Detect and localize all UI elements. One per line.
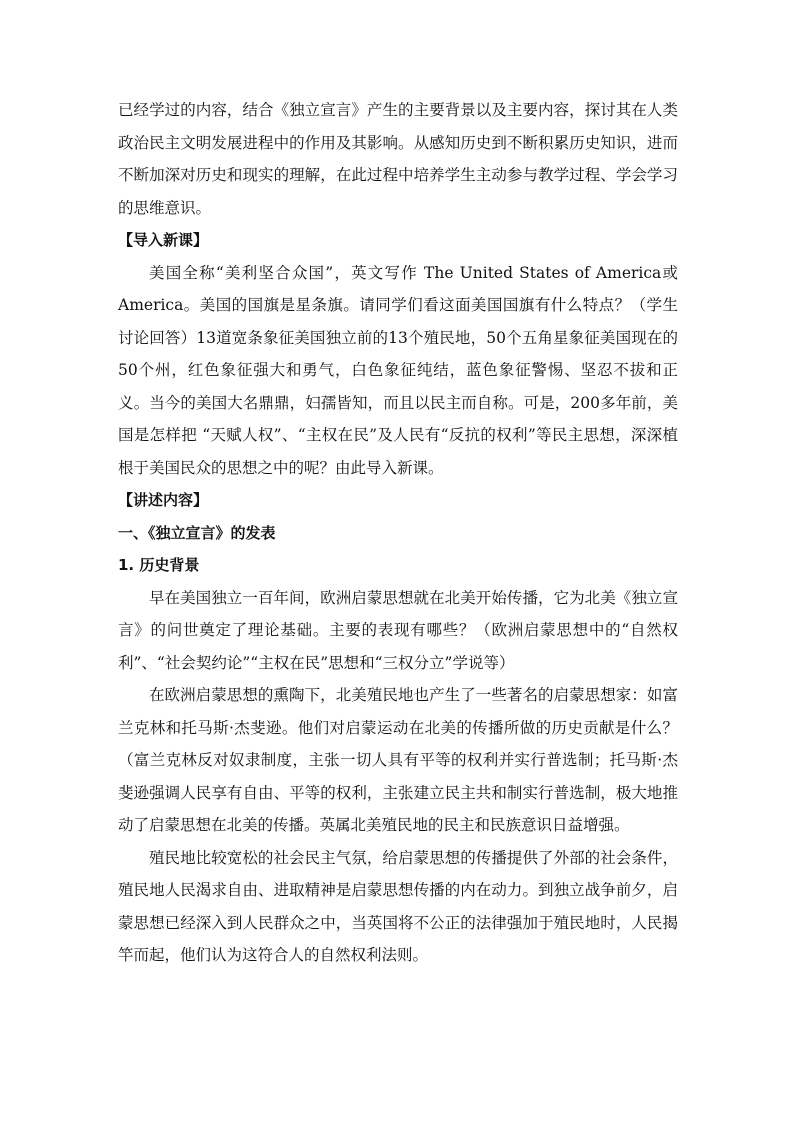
intro-paragraph: 已经学过的内容，结合《独立宣言》产生的主要背景以及主要内容，探讨其在人类政治民主文明发展进程中的作用及其影响。从感知历史到不断积累历史知识，进而不断加深对历史和现实的理解，在此过程中培养学生主动参与教学过程、学会学习的思维意识。: [118, 101, 678, 217]
background-paragraph-1: 早在美国独立一百年间，欧洲启蒙思想就在北美开始传播，它为北美《独立宣言》的问世奠定了理论基础。主要的表现有哪些？（欧洲启蒙思想中的“自然权利”、“社会契约论”“主权在民”思想和“三权分立”学说等）: [118, 588, 678, 672]
section-heading-intro: 【导入新课】: [118, 231, 209, 249]
subsection-heading-declaration: 一、《独立宣言》的发表: [118, 523, 276, 542]
document-body: [118, 94, 678, 972]
subsection-heading-background: 1. 历史背景: [118, 556, 200, 574]
background-paragraph-3: 殖民地比较宽松的社会民主气氛，给启蒙思想的传播提供了外部的社会条件，殖民地人民渴求自由、进取精神是启蒙思想传播的内在动力。到独立战争前夕，启蒙思想已经深入到人民群众之中，当英国将不公正的法律强加于殖民地时，人民揭竿而起，他们认为这符合人的自然权利法则。: [118, 848, 678, 964]
intro-lesson-paragraph: 美国全称“美利坚合众国”，英文写作 The United States of America或America。美国的国旗是星条旗。请同学们看这面美国国旗有什么特点？（学生讨论回答）13道宽条象征美国独立前的13个殖民地，50个五角星象征美国现在的50个州，红色象征强大和勇气，白色象征纯结，蓝色象征警惕、坚忍不拔和正义。当今的美国大名鼎鼎，妇孺皆知，而且以民主而自称。可是，200多年前，美国是怎样把 “天赋人权”、“主权在民”及人民有“反抗的权利”等民主思想，深深植根于美国民众的思想之中的呢？由此导入新课。: [118, 263, 678, 477]
section-heading-content: 【讲述内容】: [118, 491, 209, 509]
background-paragraph-2: 在欧洲启蒙思想的熏陶下，北美殖民地也产生了一些著名的启蒙思想家：如富兰克林和托马斯·杰斐逊。他们对启蒙运动在北美的传播所做的历史贡献是什么？（富兰克林反对奴隶制度，主张一切人具有平等的权利并实行普选制；托马斯·杰斐逊强调人民享有自由、平等的权利，主张建立民主共和制实行普选制，极大地推动了启蒙思想在北美的传播。英属北美殖民地的民主和民族意识日益增强。: [118, 686, 678, 834]
